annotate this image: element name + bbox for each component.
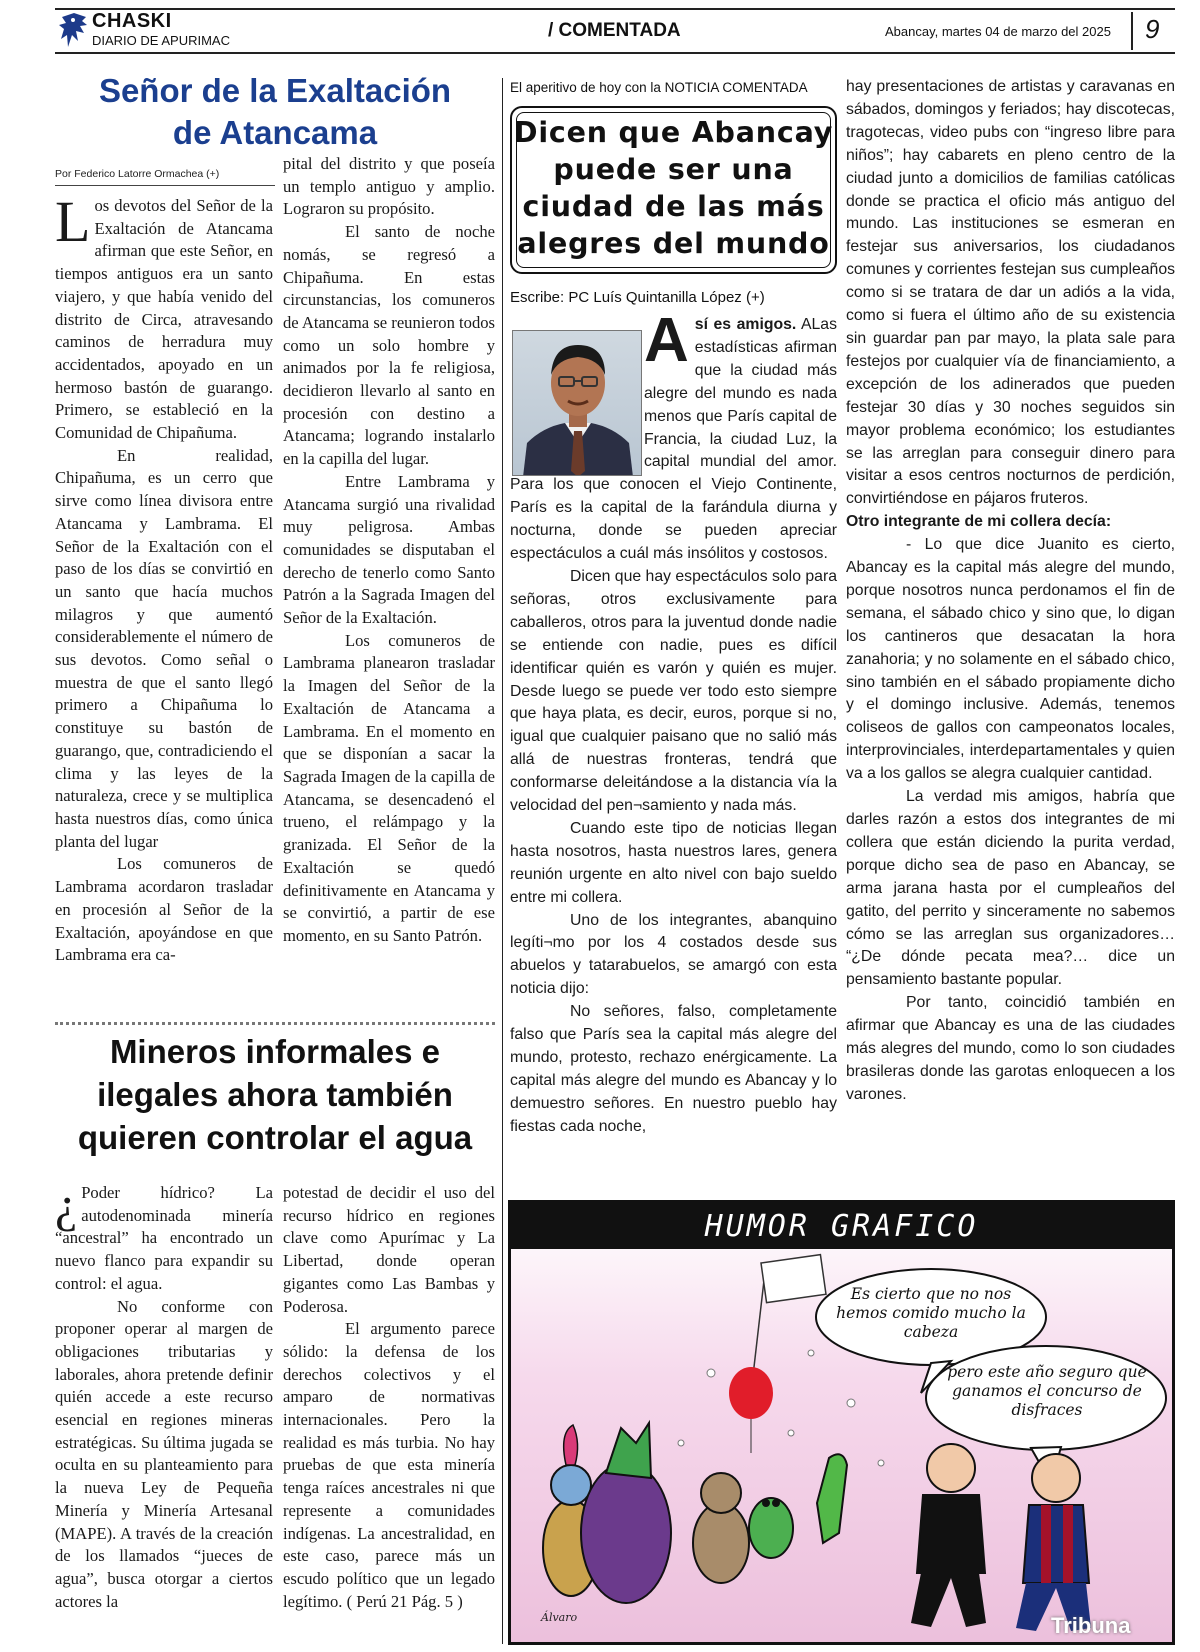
paragraph: hay presentaciones de artistas y caravanas en sábados, domingos y feriados; hay discotecas, tragotecas, video pubs con “ingreso libre para niños”; hay cabarets en pleno centro de la ciudad junto a domicilios de familias católicas donde se practica el oficio más antiguo del mundo. Las instituciones se esmeran en festejar sus aniversarios, los ciudadanos comunes y corrientes festejan sus cumpleaños como si se tratara de dar un adiós a la vida, como si fuera el último año de su existencia sin guardar pan par mayo, la plata sale para festejos por cualquier vía de financiamiento, a excepción de los adinerados que pueden festejar 30 días y 30 noches seguidos sin mayor problema económico; los estudiantes se las arreglan para conseguir dinero para visitar a esos centros nocturnos de perdición, convirtiéndose en pájaros fruteros. bbox=[846, 78, 1175, 508]
photo-spacer bbox=[510, 314, 644, 472]
paragraph: No señores, falso, completamente falso que París sea la capital más alegre del mundo, protesto, rechazo enérgicamente. La capital más alegre del mundo es Abancay y lo demuestro señores. En nuestro pueblo hay fiestas cada noche, bbox=[510, 1003, 837, 1135]
paragraph: Los comuneros de Lambrama planearon trasladar la Imagen del Señor de la Exaltación de Atancama a Lambrama. En el momento en que se disponían a sacar la Sagrada Imagen de la capilla de Atancama, se desencadenó el trueno, el relámpago y la granizada. El Señor de la Exaltación se quedó definitivamente en Atancama y se convirtió, a partir de ese momento, en su Santo Patrón. bbox=[283, 630, 495, 945]
cartoon-title: HUMOR GRAFICO bbox=[704, 1209, 979, 1244]
paragraph: Entre Lambrama y Atancama surgió una rivalidad muy peligrosa. Ambas comunidades se disputaban el derecho de tenerlo como Santo Patrón a la Sagrada Imagen del Señor de la Exaltación. bbox=[283, 471, 495, 628]
brand-subtitle: DIARIO DE APURIMAC bbox=[92, 33, 230, 48]
paragraph: En realidad, Chipañuma, es un cerro que sirve como línea divisora entre Atancama y Lambrama. El Señor de la Exaltación con el paso de los días se convirtió en un santo que hacía muchos milagros y que aumentó considerablemente el número de sus devotos. Como señal o muestra de que el santo llegó primero a Chipañuma lo constituye su bastón de guarango, que, contradiciendo el clima y las leyes de la naturaleza, crece y se multiplica hasta nuestros días, como única planta del lugar bbox=[55, 445, 273, 851]
footballers-icon bbox=[911, 1444, 1091, 1631]
paragraph: El santo de noche nomás, se regresó a Chipañuma. En estas circunstancias, los comuneros de Atancama se reunieron todos como un solo hombre y animados por la fe religiosa, decidieron llevarlo al santo en procesión con destino a Atancama; logrando instalarlo en la capilla del lugar. bbox=[283, 222, 495, 469]
paragraph: - Lo que dice Juanito es cierto, Abancay es la capital más alegre del mundo, porque nosotros nunca perdonamos el fin de semana, el sábado chico y sino que, lo digan los cantineros que desacatan la hora zanahoria; y no solamente en el sábado chico, sino también en el sábado propiamente dicho y el domingo inclusive. Además, tenemos coliseos de gallos con campeonatos locales, interprovinciales, interdepartamentales y quien va a los gallos se alegra cualquier cantidad. bbox=[846, 536, 1175, 783]
article1-column-2 bbox=[283, 153, 495, 948]
article1-title-line: Señor de la Exaltación bbox=[98, 72, 452, 109]
byline-rule bbox=[55, 185, 275, 186]
article1-title bbox=[55, 70, 495, 154]
article3-subhead: Otro integrante de mi collera decía: bbox=[846, 513, 1112, 531]
dropcap: ¿ bbox=[55, 1176, 78, 1232]
article3-byline: Escribe: PC Luís Quintanilla López (+) bbox=[510, 289, 765, 306]
article3-title-line: Dicen que Abancay bbox=[513, 116, 834, 149]
article3-kicker: El aperitivo de hoy con la NOTICIA COMENTADA bbox=[510, 80, 808, 95]
article1-byline: Por Federico Latorre Ormachea (+) bbox=[55, 168, 220, 180]
article2-title-line: quieren controlar el agua bbox=[77, 1119, 473, 1156]
dropcap: A bbox=[644, 306, 689, 375]
paragraph: No conforme con proponer operar al margen de obligaciones tributarias y laborales, ahora pretende definir quién accede a este recurso esencial en regiones mineras estratégicas. Su última jugada se oculta en su planteamiento para la nueva Ley de Pequeña Minería y Minería Artesanal (MAPE). A través de la creación de los llamados “jueces de agua”, busca otorgar a ciertos actores la bbox=[55, 1296, 273, 1611]
header-bottom-rule bbox=[55, 52, 1175, 54]
watermark-logo: Tribuna bbox=[1051, 1613, 1131, 1638]
paragraph: Cuando este tipo de noticias llegan hasta nosotros, hasta nuestros lares, genera reunión urgente en alto nivel con bajo sueldo entre mi collera. bbox=[510, 819, 837, 906]
article3-title-line: puede ser una bbox=[553, 153, 794, 186]
brand-name: CHASKI bbox=[92, 10, 172, 32]
dropcap: L bbox=[55, 189, 91, 254]
article2-column-1 bbox=[55, 1176, 273, 1613]
article-separator bbox=[55, 1022, 495, 1025]
header-top-rule bbox=[55, 8, 1175, 10]
lead-bold: sí es amigos. bbox=[694, 316, 797, 333]
article2-column-2 bbox=[283, 1182, 495, 1613]
paragraph bbox=[55, 1176, 273, 1296]
column-rule bbox=[502, 78, 503, 1644]
article3-title-line: ciudad de las más bbox=[522, 190, 825, 223]
condor-logo-icon bbox=[58, 11, 90, 51]
paragraph: El argumento parece sólido: la defensa de los derechos colectivos y el amparo de normativas internacionales. Pero la realidad es más turbia. No hay pruebas de que esta minería tenga raíces ancestrales ni que represente a comunidades indígenas. La ancestralidad, en este caso, parece más un escudo político que un legado legítimo. ( Perú 21 Pág. 5 ) bbox=[283, 1319, 495, 1611]
speech-bubble-2-text: pero este año seguro que ganamos el concurso de disfraces bbox=[947, 1363, 1147, 1419]
article3-title-line: alegres del mundo bbox=[517, 227, 830, 260]
paragraph: La verdad mis amigos, habría que darles razón a estos dos integrantes de mi collera que están diciendo la purita verdad, porque dicho sea de paso en Abancay, se arma jarana hasta por el cumpleaños del gatito, del perrito y sinceramente no sabemos cómo se las arreglan sus organizadores… “¿De dónde pecata mea?… dice un pensamiento bastante popular. bbox=[846, 788, 1175, 989]
section-label: / COMENTADA bbox=[548, 20, 681, 41]
article1-column-1 bbox=[55, 189, 273, 967]
paragraph: Los comuneros de Lambrama acordaron trasladar en procesión al Señor de la Exaltación, apoyándose en que Lambrama era ca- bbox=[55, 854, 273, 965]
paragraph: Por tanto, coincidió también en afirmar que Abancay es una de las ciudades más alegres del mundo, como lo son ciudades brasileras donde las garotas enloquecen a los varones. bbox=[846, 994, 1175, 1103]
article1-title-line: de Atancama bbox=[172, 114, 378, 151]
humor-grafico-cartoon bbox=[508, 1200, 1175, 1645]
page-number: 9 bbox=[1145, 14, 1160, 44]
paragraph: Uno de los integrantes, abanquino legíti¬mo por los 4 costados desde sus abuelos y tatarabuelos, se amargó con esta noticia dijo: bbox=[510, 911, 837, 998]
article3-column-1 bbox=[510, 306, 837, 1139]
article2-title bbox=[55, 1030, 495, 1159]
article3-title bbox=[512, 114, 835, 262]
paragraph: pital del distrito y que poseía un templo antiguo y amplio. Lograron su propósito. bbox=[283, 154, 495, 219]
header-separator bbox=[1131, 12, 1133, 50]
paragraph-text: os devotos del Señor de la Exaltación de Atancama afirman que este Señor, en tiempos antiguos era un santo viajero, y que había venido del distrito de Circa, atravesando caminos de herradura muy accidentados, apoyado en un hermoso bastón de guarango. Primero, se estableció en la Comunidad de Chipañuma. bbox=[55, 196, 273, 443]
paragraph-text: ALas estadísticas afirman que la ciudad más alegre del mundo es nada menos que París capital de Francia, la ciudad Luz, la capital mundial del amor. Para los que conocen el Viejo Continente, París es la capital de la farándula diurna y nocturna, donde se pueden apreciar espectáculos a cuál más insólitos y costosos. bbox=[510, 316, 837, 563]
article3-column-2 bbox=[846, 76, 1175, 1107]
cartoon-drawing bbox=[511, 1203, 1175, 1645]
article2-title-line: ilegales ahora también bbox=[97, 1076, 453, 1113]
paragraph: Dicen que hay espectáculos solo para señoras, otros exclusivamente para caballeros, otros para la juventud donde nadie se entiende con nadie, pues es difícil identificar quién es varón y quién es mujer. Desde luego se puede ver todo esto siempre que haya plata, es decir, euros, porque si no, igual que cualquier paisano que no salió más allá de nuestras fronteras, tendrá que conformarse deleitándose a la distancia vía la velocidad del pen¬samiento y nada más. bbox=[510, 567, 837, 815]
paragraph bbox=[55, 189, 273, 445]
costumed-figures-icon bbox=[543, 1423, 847, 1603]
paragraph: potestad de decidir el uso del recurso hídrico en regiones clave como Apurímac y La Libertad, donde operan gigantes como Las Bambas y Poderosa. bbox=[283, 1183, 495, 1316]
speech-bubble-1-text: Es cierto que no nos hemos comido mucho la cabeza bbox=[836, 1285, 1026, 1341]
article2-title-line: Mineros informales e bbox=[109, 1033, 441, 1070]
paragraph bbox=[510, 306, 837, 566]
red-balloon-icon bbox=[729, 1367, 773, 1419]
dateline: Abancay, martes 04 de marzo del 2025 bbox=[885, 24, 1111, 39]
cartoonist-signature: Álvaro bbox=[541, 1611, 578, 1624]
paragraph-text: Poder hídrico? La autodenominada minería “ancestral” ha encontrado un nuevo flanco para expandir su control: el agua. bbox=[55, 1183, 273, 1293]
